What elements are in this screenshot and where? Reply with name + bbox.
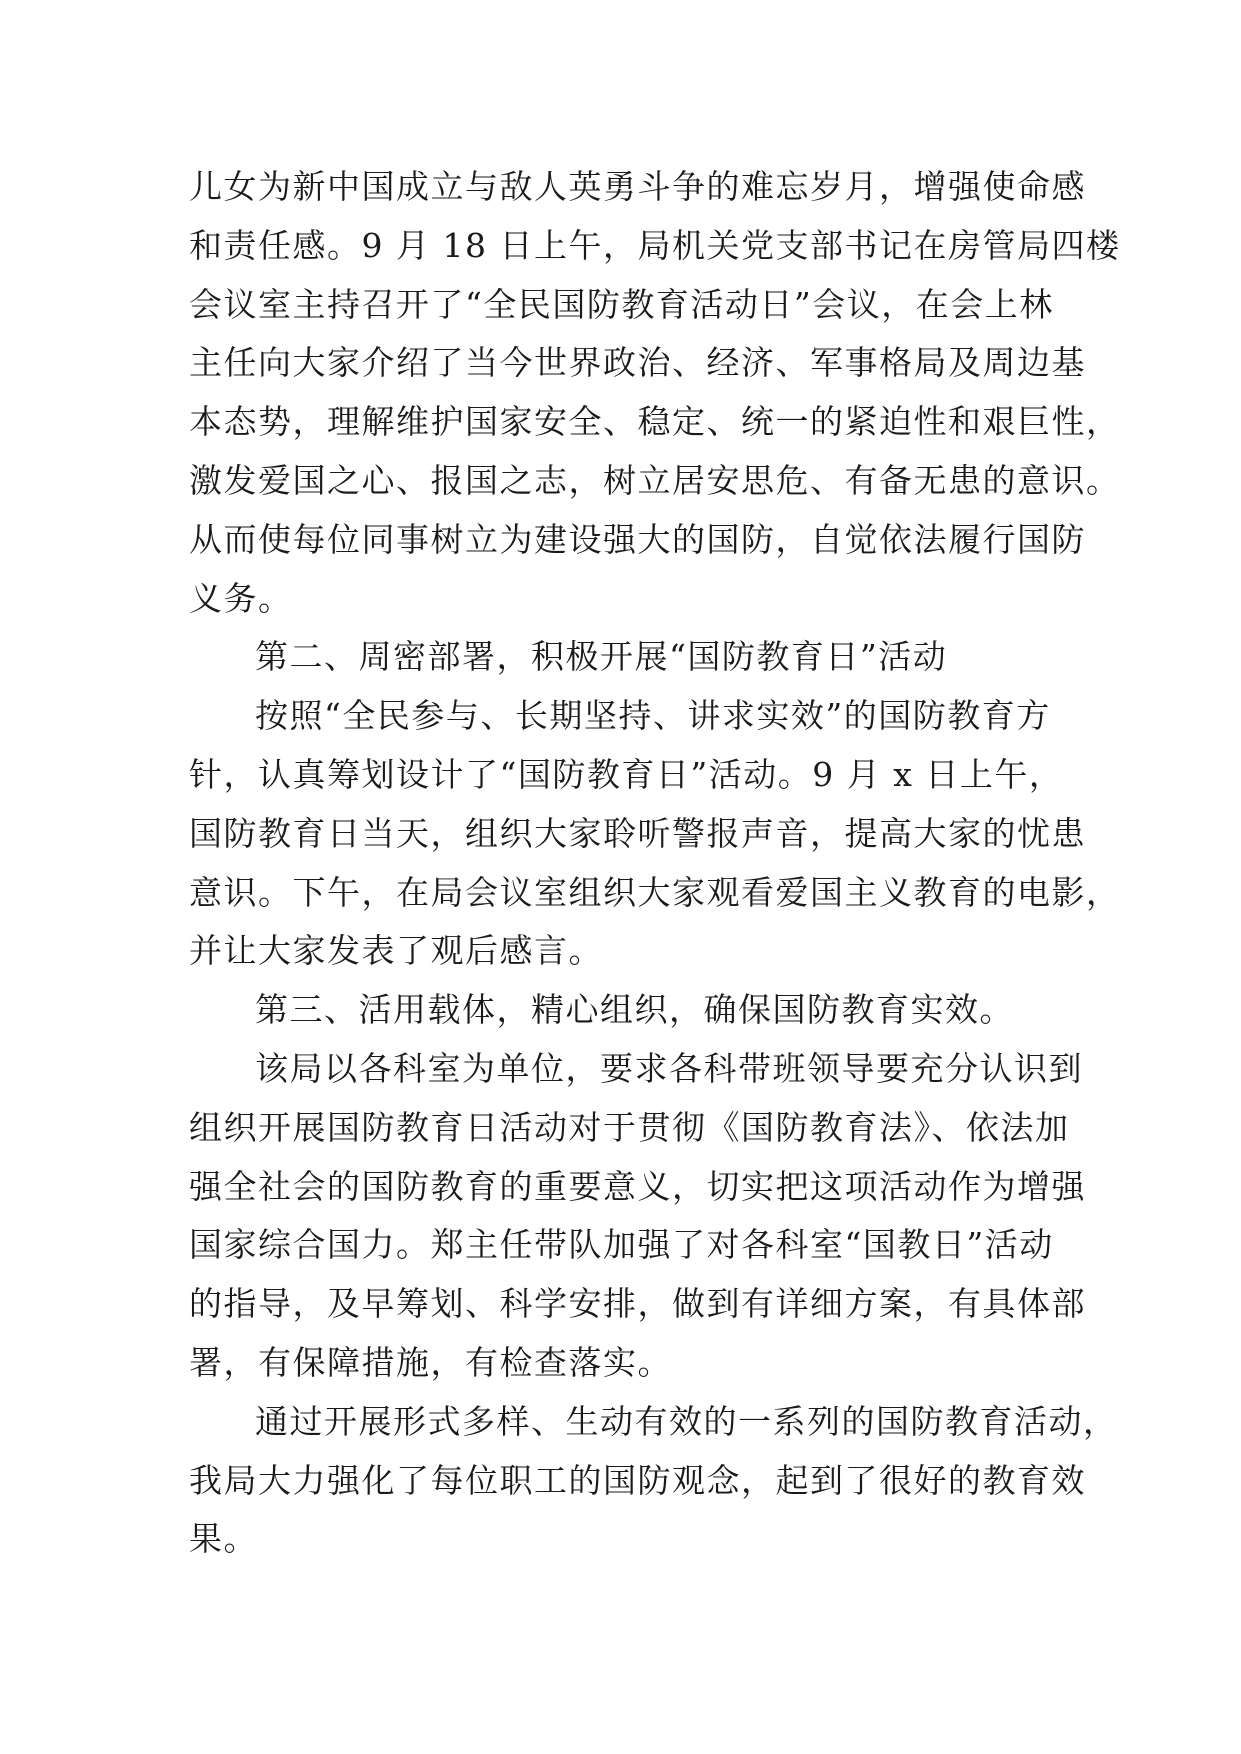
text-line: 按照“全民参与、长期坚持、讲求实效”的国防教育方 — [255, 696, 1051, 736]
text-line: 国家综合国力。郑主任带队加强了对各科室“国教日”活动 — [189, 1225, 1054, 1265]
section-heading-2: 第二、周密部署，积极开展“国防教育日”活动 — [255, 637, 948, 677]
text-line: 署，有保障措施，有检查落实。 — [189, 1342, 672, 1382]
text-line: 从而使每位同事树立为建设强大的国防，自觉依法履行国防 — [189, 519, 1086, 559]
section-heading-3: 第三、活用载体，精心组织，确保国防教育实效。 — [255, 990, 1014, 1030]
text-line: 并让大家发表了观后感言。 — [189, 931, 603, 971]
document-body — [189, 158, 1121, 1569]
text-line: 激发爱国之心、报国之志，树立居安思危、有备无患的意识。 — [189, 460, 1121, 500]
text-line: 儿女为新中国成立与敌人英勇斗争的难忘岁月，增强使命感 — [189, 167, 1086, 206]
text-line: 国防教育日当天，组织大家聆听警报声音，提高大家的忧患 — [189, 813, 1086, 853]
text-line: 意识。下午，在局会议室组织大家观看爱国主义教育的电影， — [189, 872, 1121, 912]
text-line: 该局以各科室为单位，要求各科带班领导要充分认识到 — [255, 1048, 1083, 1088]
text-line: 主任向大家介绍了当今世界政治、经济、军事格局及周边基 — [189, 343, 1086, 383]
text-line: 我局大力强化了每位职工的国防观念，起到了很好的教育效 — [189, 1460, 1086, 1500]
text-line: 强全社会的国防教育的重要意义，切实把这项活动作为增强 — [189, 1166, 1086, 1206]
text-line: 针，认真筹划设计了“国防教育日”活动。9 月 x 日上午， — [189, 754, 1064, 794]
text-line: 的指导，及早筹划、科学安排，做到有详细方案，有具体部 — [189, 1284, 1086, 1324]
text-line: 和责任感。9 月 18 日上午，局机关党支部书记在房管局四楼 — [189, 225, 1121, 265]
text-line: 果。 — [189, 1519, 258, 1559]
text-line: 组织开展国防教育日活动对于贯彻《国防教育法》、依法加 — [189, 1107, 1070, 1147]
text-line: 通过开展形式多样、生动有效的一系列的国防教育活动， — [255, 1401, 1118, 1441]
text-line: 本态势，理解维护国家安全、稳定、统一的紧迫性和艰巨性， — [189, 402, 1121, 442]
text-line: 会议室主持召开了“全民国防教育活动日”会议，在会上林 — [189, 284, 1054, 324]
text-line: 义务。 — [189, 578, 293, 618]
